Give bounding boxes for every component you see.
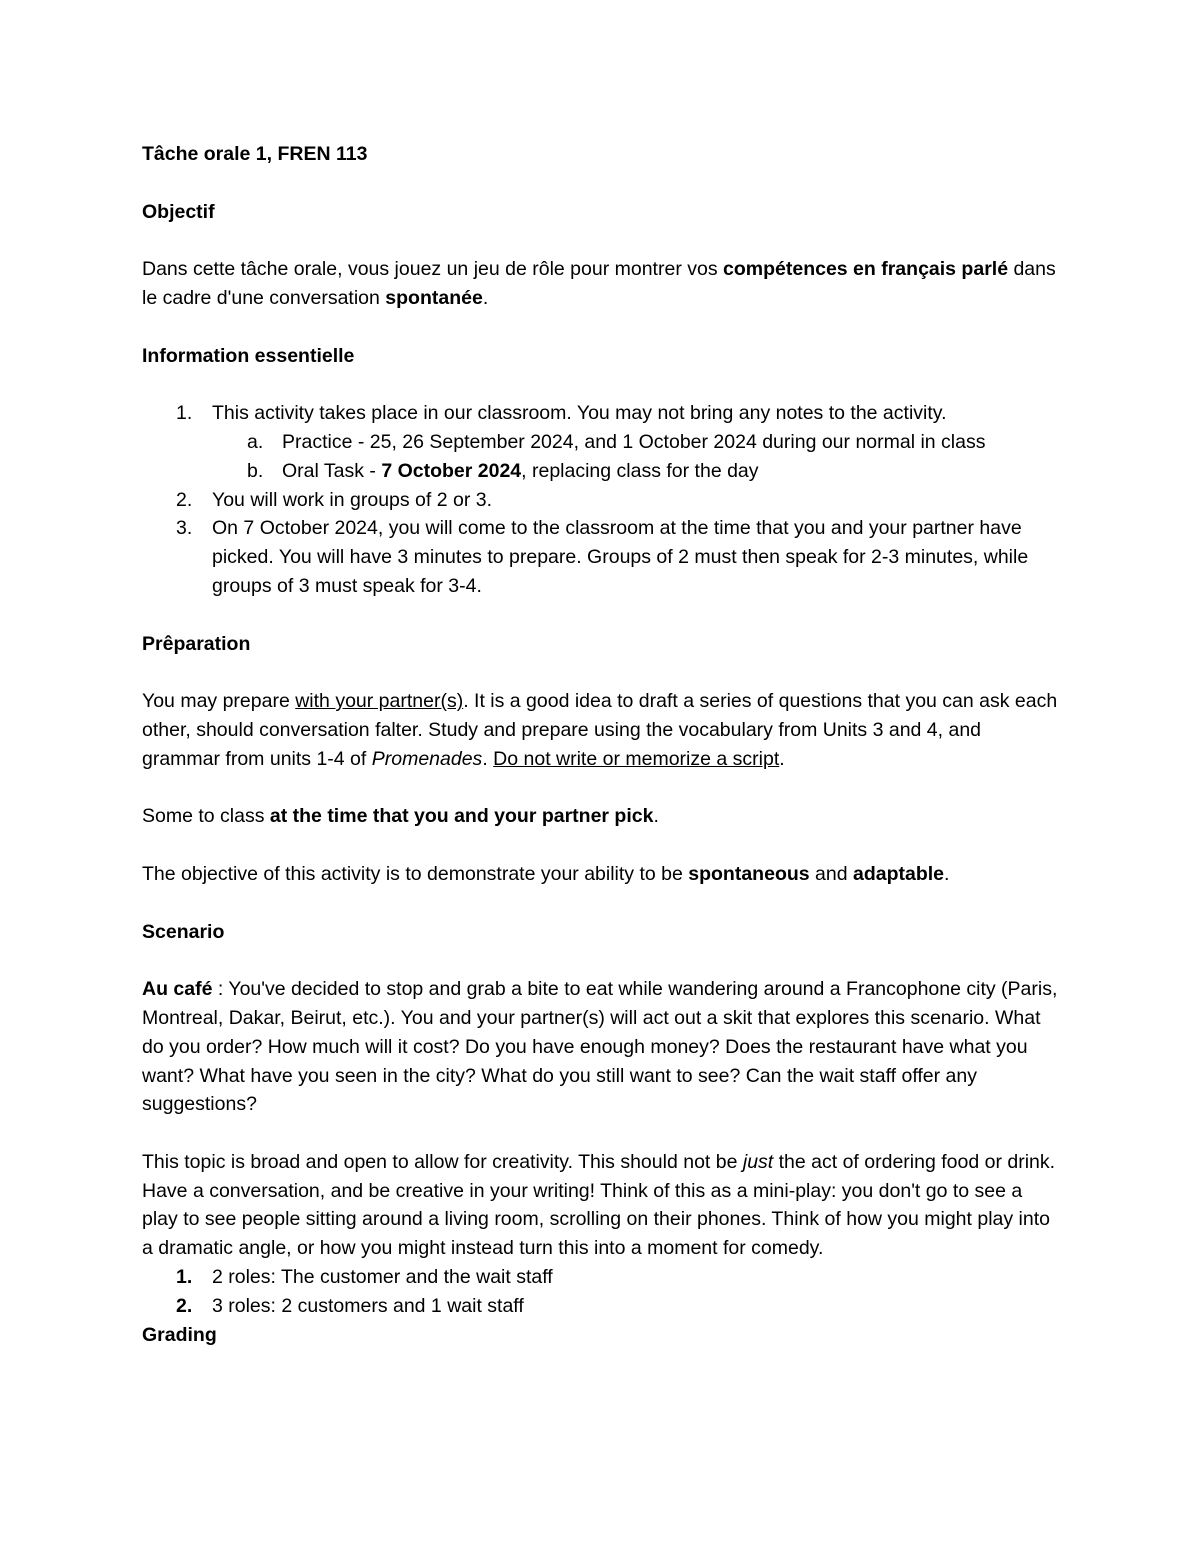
- list-item: 3. On 7 October 2024, you will come to the classroom at the time that you and your partner have picked. You will have 3 minutes to prepare. Groups of 2 must then speak for 2-3 minutes, while groups of 3 must speak for 3-4.: [176, 517, 1029, 597]
- document-title: Tâche orale 1, FREN 113: [142, 143, 368, 165]
- scenario-heading: Scenario: [142, 920, 225, 943]
- objectif-heading: Objectif: [142, 200, 215, 223]
- list-item: 1. This activity takes place in our classroom. You may not bring any notes to the activity.: [176, 402, 947, 425]
- preparation-heading: Prêparation: [142, 632, 251, 655]
- info-list: [142, 399, 1062, 601]
- cafe-paragraph: Au café : You've decided to stop and grab a bite to eat while wandering around a Francophone city (Paris, Montreal, Dakar, Beirut, etc.). You and your partner(s) will act out a skit that explores this scenario. What do you order? How much will it cost? Do you have enough money? Does the restaurant have what you want? What have you seen in the city? What do you still want to see? Can the wait staff offer any suggestions?: [142, 978, 1058, 1116]
- objective-paragraph: The objective of this activity is to demonstrate your ability to be spontaneous and adaptable.: [142, 862, 950, 885]
- come-to-class-paragraph: Some to class at the time that you and your partner pick.: [142, 805, 659, 828]
- objectif-paragraph: Dans cette tâche orale, vous jouez un jeu de rôle pour montrer vos compétences en français parlé dans le cadre d'une conversation spontanée.: [142, 258, 1056, 309]
- info-heading: Information essentielle: [142, 344, 355, 367]
- list-item: 2. You will work in groups of 2 or 3.: [176, 488, 493, 511]
- sub-list-item: b. Oral Task - 7 October 2024, replacing class for the day: [247, 459, 759, 482]
- preparation-paragraph: You may prepare with your partner(s). It is a good idea to draft a series of questions that you can ask each other, should conversation falter. Study and prepare using the vocabulary from Units 3 and 4, and grammar from units 1-4 of Promenades. Do not write or memorize a script.: [142, 690, 1058, 770]
- grading-heading: Grading: [142, 1323, 217, 1346]
- roles-list: [142, 1263, 1062, 1321]
- list-item: 2. 3 roles: 2 customers and 1 wait staff: [176, 1294, 524, 1317]
- document-page: [142, 140, 1062, 1349]
- topic-paragraph: This topic is broad and open to allow for creativity. This should not be just the act of ordering food or drink. Have a conversation, and be creative in your writing! Think of this as a mini-play: you don't go to see a play to see people sitting around a living room, scrolling on their phones. Think of how you might play into a dramatic angle, or how you might instead turn this into a moment for comedy.: [142, 1150, 1056, 1260]
- list-item: 1. 2 roles: The customer and the wait staff: [176, 1266, 553, 1289]
- sub-list-item: a. Practice - 25, 26 September 2024, and 1 October 2024 during our normal in class: [247, 430, 986, 453]
